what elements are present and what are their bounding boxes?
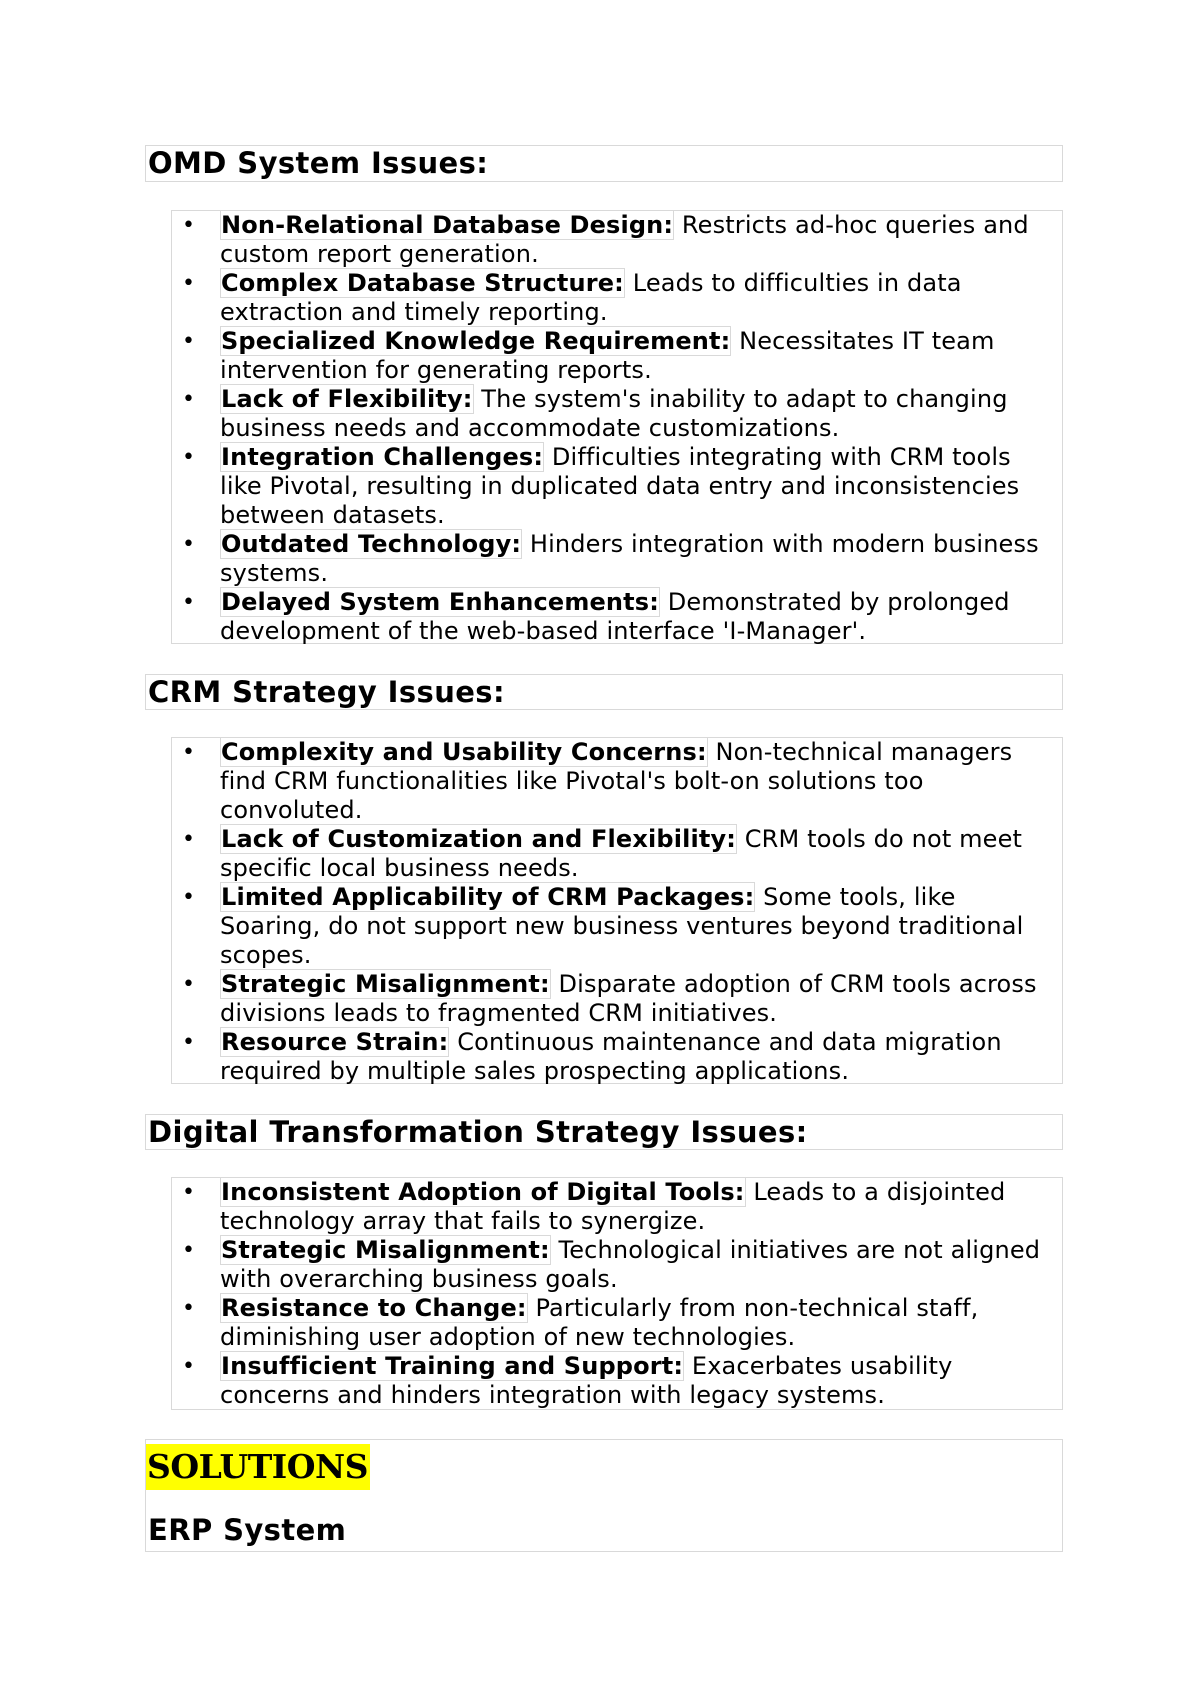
- bullet-icon: •: [182, 1030, 196, 1055]
- item-text: Some tools, like Soaring, do not support new business ventures beyond traditional scopes.: [220, 883, 1024, 969]
- item-term: Complex Database Structure:: [221, 269, 624, 297]
- bullet-icon: •: [182, 532, 196, 557]
- list-item: [172, 1352, 1062, 1408]
- section-heading-digital: [145, 1114, 1063, 1150]
- item-text: Leads to difficulties in data extraction and timely reporting.: [220, 269, 962, 326]
- list-item: [172, 588, 1062, 644]
- item-term: Specialized Knowledge Requirement:: [221, 327, 731, 355]
- item-text: Hinders integration with modern business systems.: [220, 530, 1039, 587]
- section-title: OMD System Issues:: [148, 146, 489, 180]
- item-text: Necessitates IT team intervention for generating reports.: [220, 327, 995, 384]
- issue-list-crm: [171, 737, 1063, 1084]
- list-item: [172, 970, 1062, 1028]
- item-term: Integration Challenges:: [221, 443, 544, 471]
- list-item: [172, 1178, 1062, 1236]
- list-item: [172, 1294, 1062, 1352]
- solutions-heading: SOLUTIONS: [146, 1444, 370, 1490]
- item-text: Disparate adoption of CRM tools across divisions leads to fragmented CRM initiatives.: [220, 970, 1037, 1027]
- issue-list-omd: [171, 210, 1063, 644]
- item-term: Inconsistent Adoption of Digital Tools:: [221, 1178, 745, 1206]
- item-term: Outdated Technology:: [221, 530, 522, 558]
- item-text: Continuous maintenance and data migration required by multiple sales prospecting applications.: [220, 1028, 1002, 1085]
- list-item: [172, 825, 1062, 883]
- item-text: Difficulties integrating with CRM tools like Pivotal, resulting in duplicated data entry and inconsistencies between datasets.: [220, 443, 1020, 529]
- item-term: Delayed System Enhancements:: [221, 588, 659, 616]
- list-item: [172, 211, 1062, 269]
- item-term: Resistance to Change:: [221, 1294, 527, 1322]
- bullet-icon: •: [182, 445, 196, 470]
- item-term: Insufficient Training and Support:: [221, 1352, 684, 1380]
- erp-system-heading: ERP System: [148, 1513, 347, 1547]
- bullet-icon: •: [182, 827, 196, 852]
- item-text: Technological initiatives are not aligned with overarching business goals.: [220, 1236, 1041, 1293]
- item-term: Resource Strain:: [221, 1028, 449, 1056]
- bullet-icon: •: [182, 972, 196, 997]
- list-item: [172, 327, 1062, 385]
- item-term: Limited Applicability of CRM Packages:: [221, 883, 755, 911]
- bullet-icon: •: [182, 740, 196, 765]
- bullet-icon: •: [182, 1296, 196, 1321]
- list-item: [172, 1236, 1062, 1294]
- item-term: Lack of Flexibility:: [221, 385, 473, 413]
- item-text: The system's inability to adapt to changing business needs and accommodate customizations.: [220, 385, 1008, 442]
- bullet-icon: •: [182, 590, 196, 615]
- list-item: [172, 385, 1062, 443]
- solutions-block: [145, 1439, 1063, 1552]
- bullet-icon: •: [182, 1238, 196, 1263]
- bullet-icon: •: [182, 329, 196, 354]
- bullet-icon: •: [182, 885, 196, 910]
- item-text: CRM tools do not meet specific local business needs.: [220, 825, 1023, 882]
- list-item: [172, 883, 1062, 970]
- item-term: Strategic Misalignment:: [221, 1236, 550, 1264]
- bullet-icon: •: [182, 387, 196, 412]
- section-title: Digital Transformation Strategy Issues:: [148, 1115, 808, 1149]
- bullet-icon: •: [182, 213, 196, 238]
- bullet-icon: •: [182, 1180, 196, 1205]
- list-item: [172, 1028, 1062, 1084]
- bullet-icon: •: [182, 1354, 196, 1379]
- section-title: CRM Strategy Issues:: [148, 675, 505, 709]
- item-text: Exacerbates usability concerns and hinders integration with legacy systems.: [220, 1352, 953, 1409]
- list-item: [172, 443, 1062, 530]
- list-item: [172, 530, 1062, 588]
- item-term: Lack of Customization and Flexibility:: [221, 825, 736, 853]
- item-term: Strategic Misalignment:: [221, 970, 550, 998]
- item-term: Complexity and Usability Concerns:: [221, 738, 707, 766]
- section-heading-crm: [145, 674, 1063, 710]
- section-heading-omd: [145, 145, 1063, 182]
- item-text: Particularly from non-technical staff, diminishing user adoption of new technologies.: [220, 1294, 979, 1351]
- item-text: Restricts ad-hoc queries and custom report generation.: [220, 211, 1029, 268]
- item-text: Demonstrated by prolonged development of the web-based interface 'I-Manager'.: [220, 588, 1010, 645]
- list-item: [172, 738, 1062, 825]
- item-text: Leads to a disjointed technology array that fails to synergize.: [220, 1178, 1006, 1235]
- list-item: [172, 269, 1062, 327]
- bullet-icon: •: [182, 271, 196, 296]
- item-term: Non-Relational Database Design:: [221, 211, 674, 239]
- issue-list-digital: [171, 1177, 1063, 1410]
- item-text: Non-technical managers find CRM functionalities like Pivotal's bolt-on solutions too convoluted.: [220, 738, 1013, 824]
